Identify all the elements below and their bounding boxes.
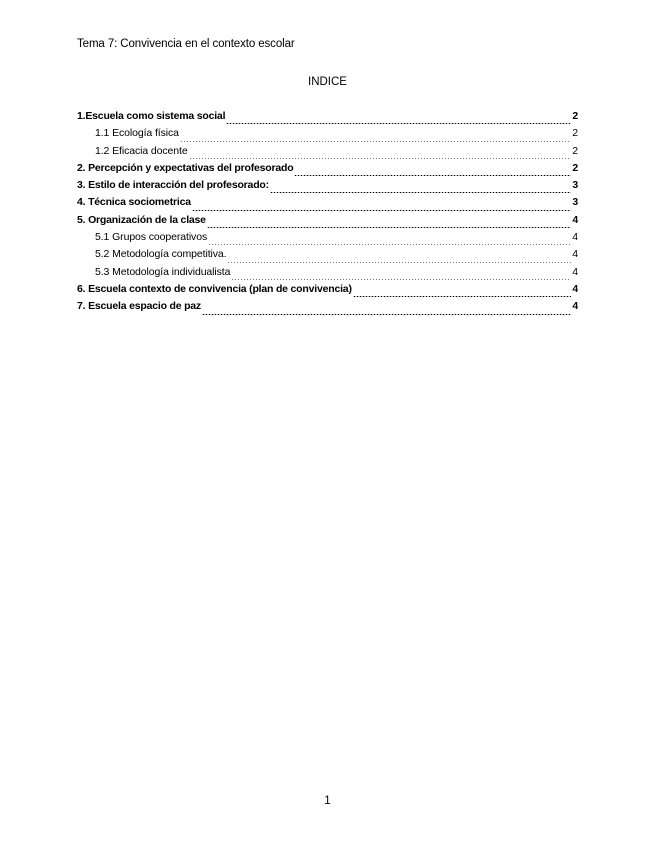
table-of-contents	[77, 110, 578, 318]
toc-dot-leader	[180, 141, 571, 142]
toc-entry[interactable]	[77, 127, 578, 144]
toc-entry-label: 7. Escuela espacio de paz	[77, 300, 201, 313]
toc-entry[interactable]	[77, 179, 578, 196]
toc-dot-leader	[227, 262, 571, 263]
toc-entry[interactable]	[77, 196, 578, 213]
toc-entry-page-number: 2	[572, 144, 578, 157]
page-number: 1	[324, 795, 331, 807]
toc-entry-page-number: 4	[572, 300, 578, 313]
toc-entry-page-number: 4	[572, 265, 578, 278]
toc-entry[interactable]	[77, 110, 578, 127]
toc-dot-leader	[353, 296, 572, 297]
toc-entry-label: 5.3 Metodología individualista	[95, 265, 231, 278]
toc-entry-page-number: 3	[572, 179, 578, 192]
toc-entry-label: 5.1 Grupos cooperativos	[95, 231, 208, 244]
toc-dot-leader	[207, 227, 572, 228]
toc-dot-leader	[208, 244, 571, 245]
toc-entry[interactable]	[77, 283, 578, 300]
toc-entry-label: 2. Percepción y expectativas del profesorado	[77, 161, 294, 174]
toc-entry[interactable]	[77, 162, 578, 179]
toc-entry[interactable]	[77, 231, 578, 248]
toc-entry-page-number: 3	[572, 196, 578, 209]
toc-entry[interactable]	[77, 214, 578, 231]
toc-entry-page-number: 4	[572, 248, 578, 261]
toc-dot-leader	[189, 158, 572, 159]
toc-dot-leader	[270, 192, 571, 193]
toc-entry-label: 1.Escuela como sistema social	[77, 110, 226, 122]
index-title: INDICE	[308, 76, 347, 88]
toc-entry-label: 4. Técnica sociometrica	[77, 196, 191, 209]
toc-entry-label: 3. Estilo de interacción del profesorado:	[77, 179, 269, 192]
toc-entry[interactable]	[77, 248, 578, 265]
toc-entry-page-number: 2	[572, 110, 578, 122]
toc-entry-page-number: 2	[572, 127, 578, 140]
toc-dot-leader	[231, 279, 571, 280]
document-header: Tema 7: Convivencia en el contexto escolar	[77, 38, 295, 50]
toc-dot-leader	[226, 123, 571, 124]
toc-entry[interactable]	[77, 300, 578, 317]
toc-entry[interactable]	[77, 145, 578, 162]
toc-dot-leader	[192, 210, 571, 211]
toc-entry-label: 5.2 Metodología competitiva.	[95, 248, 227, 261]
toc-entry-page-number: 4	[572, 213, 578, 226]
toc-entry-page-number: 4	[572, 282, 578, 295]
toc-entry-page-number: 4	[572, 231, 578, 244]
toc-entry-label: 5. Organización de la clase	[77, 213, 206, 226]
toc-entry-label: 1.2 Eficacia docente	[95, 144, 188, 157]
toc-dot-leader	[202, 314, 571, 315]
toc-entry-label: 1.1 Ecología física	[95, 127, 179, 140]
toc-entry-label: 6. Escuela contexto de convivencia (plan de convivencia)	[77, 282, 352, 295]
toc-entry[interactable]	[77, 266, 578, 283]
toc-entry-page-number: 2	[572, 161, 578, 174]
toc-dot-leader	[294, 175, 571, 176]
